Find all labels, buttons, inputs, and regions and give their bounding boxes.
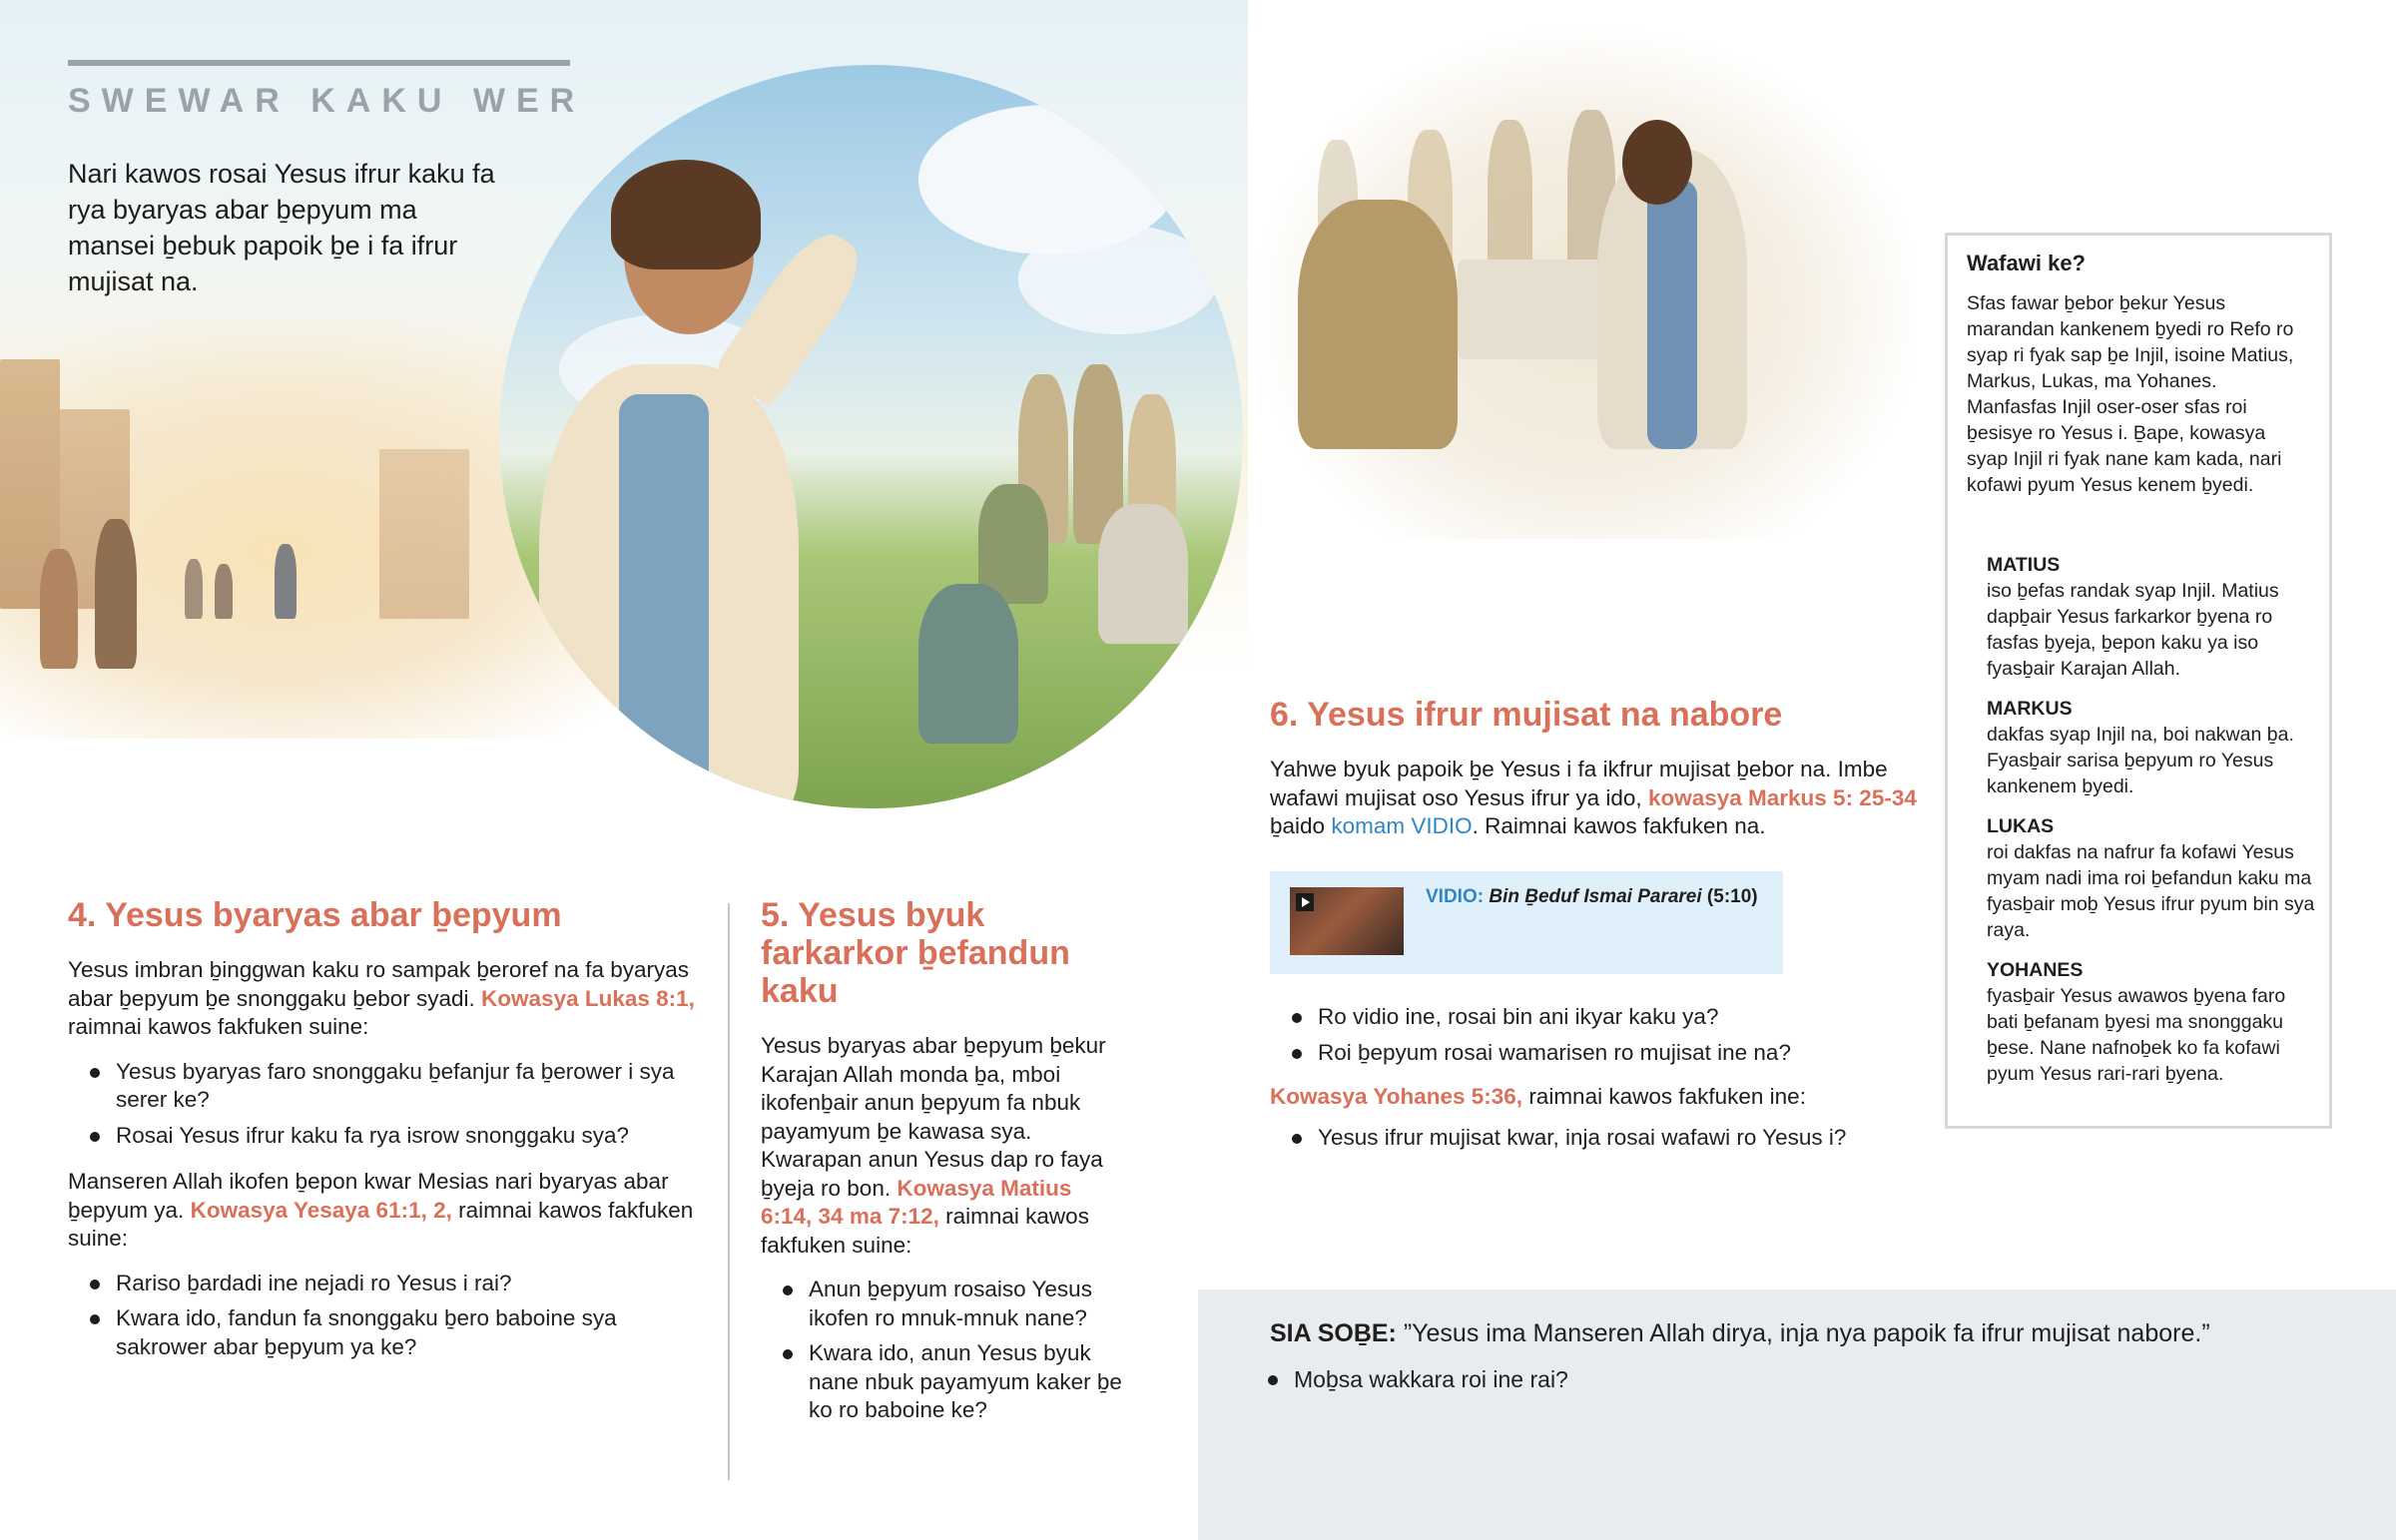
- sidebar-gospel-yohanes: [1987, 957, 2316, 1087]
- gospel-name: MATIUS: [1987, 554, 2061, 576]
- question-list: [1270, 1124, 1919, 1153]
- section-4-paragraph-1: [68, 956, 702, 1042]
- question-item: Kwara ido, anun Yesus byuk nane nbuk payamyum kaker ḇe ko ro baboine ke?: [761, 1339, 1125, 1425]
- paragraph-text: Yesus imbran ḇinggwan kaku ro sampak ḇeroref na fa byaryas abar ḇepyum ḇe snonggaku ḇebor syadi.: [68, 957, 690, 1011]
- gospel-description: iso ḇefas randak syap Injil. Matius dapḇair Yesus farkarkor ḇyena ro fasfas ḇyeja, ḇepon kaku ya iso fyasḇair Karajan Allah.: [1987, 580, 2279, 680]
- column-divider: [728, 903, 730, 1480]
- gospel-description: dakfas syap Injil na, boi nakwan ḇa. Fyasḇair sarisa ḇepyum ro Yesus kankenem ḇyedi.: [1987, 724, 2294, 797]
- villager-figure: [275, 544, 297, 619]
- crowd-figure: [918, 584, 1018, 744]
- section-6-paragraph: [1270, 756, 1919, 841]
- section-4-paragraph-2: [68, 1168, 702, 1254]
- question-item: Kwara ido, fandun fa snonggaku ḇero baboine sya sakrower abar ḇepyum ya ke?: [68, 1304, 702, 1361]
- gospel-name: LUKAS: [1987, 815, 2055, 837]
- villager-figure: [215, 564, 233, 619]
- sidebar-title: Wafawi ke?: [1967, 251, 2086, 275]
- section-6: [1270, 696, 1919, 841]
- header-rule: [68, 60, 570, 66]
- play-icon[interactable]: [1296, 893, 1314, 911]
- gospels-sidebar-content: [1945, 233, 2326, 1125]
- gospel-name: MARKUS: [1987, 698, 2073, 720]
- question-item: Rariso ḇardadi ine nejadi ro Yesus i rai?: [68, 1270, 702, 1298]
- paragraph-text: raimnai kawos fakfuken suine:: [761, 1204, 1089, 1258]
- scripture-reference-link[interactable]: Kowasya Yesaya 61:1, 2,: [190, 1197, 452, 1223]
- gospel-description: fyasḇair Yesus awawos ḇyena faro bati ḇefanam ḇyesi ma snonggaku ḇese. Nane nafnoḇek ko fa kofawi pyum Yesus rari-rari ḇyena.: [1987, 985, 2286, 1085]
- crowd-figure: [1098, 504, 1188, 644]
- paragraph-text: Yesus byaryas abar ḇepyum ḇekur Karajan Allah monda ḇa, mboi ikofenḇair anun ḇepyum fa nbuk payamyum ḇe kawasa sya. Kwarapan anun Yesus dap ro faya ḇyeja ro bon.: [761, 1033, 1106, 1201]
- section-5: [761, 896, 1125, 1432]
- section-5-paragraph: [761, 1032, 1125, 1260]
- sidebar-gospel-markus: [1987, 696, 2316, 799]
- kneeling-woman: [1298, 200, 1458, 449]
- villager-figure: [40, 549, 78, 669]
- question-list: [761, 1276, 1125, 1425]
- section-6-heading: 6. Yesus ifrur mujisat na nabore: [1270, 696, 1783, 734]
- blue-sash: [1647, 180, 1697, 449]
- summary-quote: ”Yesus ima Manseren Allah dirya, inja nya papoik fa ifrur mujisat nabore.”: [1403, 1319, 2210, 1347]
- summary-statement: [1270, 1317, 2210, 1349]
- question-list: [1246, 1365, 2244, 1401]
- question-item: Rosai Yesus ifrur kaku fa rya isrow snonggaku sya?: [68, 1122, 702, 1151]
- question-item: Ro vidio ine, rosai bin ani ikyar kaku ya?: [1270, 1003, 1919, 1032]
- video-duration: (5:10): [1706, 886, 1758, 907]
- section-6-paragraph-2: [1270, 1083, 1919, 1112]
- paragraph-text: . Raimnai kawos fakfuken na.: [1472, 813, 1766, 838]
- question-item: Yesus byaryas faro snonggaku ḇefanjur fa ḇerower i sya serer ke?: [68, 1058, 702, 1115]
- paragraph-text: raimnai kawos fakfuken suine:: [68, 1014, 369, 1039]
- gospel-name: YOHANES: [1987, 959, 2084, 981]
- section-4-heading: 4. Yesus byaryas abar ḇepyum: [68, 896, 562, 934]
- sidebar-gospel-lukas: [1987, 813, 2316, 943]
- hair: [611, 160, 761, 269]
- question-item: Moḇsa wakkara roi ine rai?: [1246, 1365, 2244, 1394]
- cloud: [1018, 225, 1218, 334]
- scripture-reference-link[interactable]: Kowasya Yohanes 5:36,: [1270, 1084, 1523, 1109]
- video-thumbnail[interactable]: [1290, 887, 1404, 955]
- section-kicker: SWEWAR KAKU WER: [68, 82, 586, 120]
- paragraph-text: Manseren Allah ikofen ḇepon kwar Mesias nari byaryas abar ḇepyum ya.: [68, 1169, 669, 1223]
- question-list: [68, 1270, 702, 1362]
- jesus-preaching-illustration: [499, 65, 1243, 808]
- woman-healed-illustration: [1258, 30, 1917, 539]
- question-list: [68, 1058, 702, 1151]
- summary-label: SIA SOḆE:: [1270, 1319, 1397, 1347]
- video-label: VIDIO:: [1426, 886, 1485, 907]
- sidebar-gospel-matius: [1987, 552, 2316, 682]
- summary-panel: [1198, 1289, 2396, 1540]
- intro-text: Nari kawos rosai Yesus ifrur kaku fa rya byaryas abar ḇepyum ma mansei ḇebuk papoik ḇe i fa ifrur mujisat na.: [68, 159, 495, 296]
- video-title: Bin Ḇeduf Ismai Pararei: [1489, 886, 1702, 907]
- question-item: Roi ḇepyum rosai wamarisen ro mujisat ine na?: [1270, 1039, 1919, 1068]
- villager-figure: [95, 519, 137, 669]
- section-6-questions: [1270, 1003, 1919, 1159]
- scripture-reference-link[interactable]: Kowasya Matius 6:14, 34 ma 7:12,: [761, 1175, 1072, 1229]
- question-item: Yesus ifrur mujisat kwar, inja rosai wafawi ro Yesus i?: [1270, 1124, 1919, 1153]
- villager-figure: [185, 559, 203, 619]
- jesus-head: [1622, 120, 1692, 205]
- gospel-description: roi dakfas na nafrur fa kofawi Yesus myam nadi ima roi ḇefandun kaku ma fyasḇair moḇ Yesus ifrur pyum bin sya raya.: [1987, 841, 2315, 941]
- section-4: [68, 896, 702, 1368]
- video-link[interactable]: komam VIDIO: [1331, 813, 1473, 838]
- scripture-reference-link[interactable]: Kowasya Lukas 8:1,: [481, 985, 695, 1011]
- building: [379, 449, 469, 619]
- paragraph-text: raimnai kawos fakfuken suine:: [68, 1197, 694, 1251]
- sidebar-body: Sfas fawar ḇebor ḇekur Yesus marandan kankenem ḇyedi ro Refo ro syap ri fyak sap ḇe Injil, isoine Matius, Markus, Lukas, ma Yohanes. Manfasfas Injil oser-oser sfas roi ḇesisye ro Yesus i. Ḇape, kowasya syap Injil ri fyak nane kam kada, nari kofawi pyum Yesus kenem ḇyedi.: [1967, 292, 2294, 496]
- video-caption[interactable]: [1426, 885, 1758, 909]
- paragraph-text: ḇaido: [1270, 813, 1326, 838]
- video-card[interactable]: [1270, 871, 1783, 974]
- question-list: [1270, 1003, 1919, 1067]
- section-5-heading: 5. Yesus byuk farkarkor ḇefandun kaku: [761, 896, 1070, 1010]
- question-item: Anun ḇepyum rosaiso Yesus ikofen ro mnuk-mnuk nane?: [761, 1276, 1125, 1332]
- scripture-reference-link[interactable]: kowasya Markus 5: 25-34: [1647, 784, 1917, 810]
- paragraph-text: Yahwe byuk papoik ḇe Yesus i fa ikfrur mujisat ḇebor na. Imbe wafawi mujisat oso Yesus ifrur ya ido,: [1270, 757, 1888, 810]
- paragraph-text: raimnai kawos fakfuken ine:: [1528, 1084, 1806, 1109]
- blue-sash: [619, 394, 709, 808]
